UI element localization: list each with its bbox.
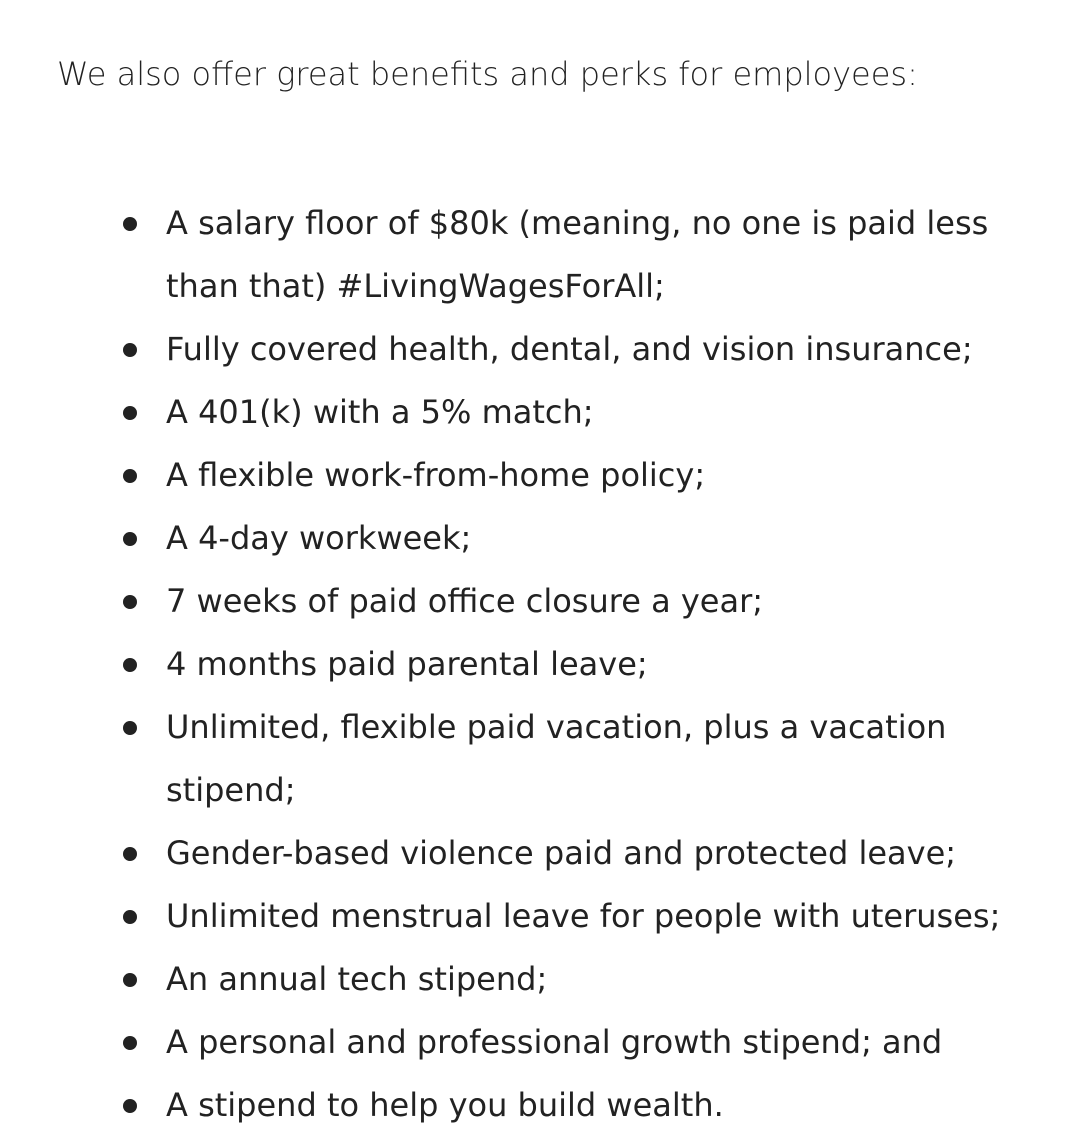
bullet-icon (123, 973, 137, 987)
benefit-text: 7 weeks of paid office closure a year; (166, 582, 764, 620)
bullet-icon (123, 721, 137, 735)
benefit-item (166, 1074, 1040, 1137)
intro-paragraph: We also offer great benefits and perks for employees: (57, 55, 918, 93)
bullet-icon (123, 406, 137, 420)
bullet-icon (123, 532, 137, 546)
benefit-item (166, 444, 1040, 507)
benefit-item (166, 822, 1040, 885)
bullet-icon (123, 469, 137, 483)
benefit-text: A flexible work-from-home policy; (166, 456, 706, 494)
benefit-text: Unlimited menstrual leave for people with uteruses; (166, 897, 1001, 935)
benefit-item (166, 507, 1040, 570)
benefit-text: 4 months paid parental leave; (166, 645, 648, 683)
benefit-text: Gender-based violence paid and protected leave; (166, 834, 957, 872)
bullet-icon (123, 1099, 137, 1113)
benefit-item (166, 318, 1040, 381)
bullet-icon (123, 658, 137, 672)
bullet-icon (123, 1036, 137, 1050)
benefit-item (166, 885, 1040, 948)
benefit-item (166, 1011, 1040, 1074)
benefit-text: Fully covered health, dental, and vision insurance; (166, 330, 973, 368)
benefit-text: A stipend to help you build wealth. (166, 1086, 724, 1124)
benefit-text: A 4-day workweek; (166, 519, 472, 557)
benefit-text: An annual tech stipend; (166, 960, 548, 998)
benefit-item (166, 381, 1040, 444)
benefit-item (166, 633, 1040, 696)
benefits-list (57, 192, 1040, 1137)
bullet-icon (123, 910, 137, 924)
benefit-text: A 401(k) with a 5% match; (166, 393, 594, 431)
benefit-item (166, 570, 1040, 633)
benefit-item (166, 696, 1040, 822)
bullet-icon (123, 595, 137, 609)
bullet-icon (123, 847, 137, 861)
bullet-icon (123, 217, 137, 231)
benefit-item (166, 948, 1040, 1011)
benefit-text: A personal and professional growth stipend; and (166, 1023, 943, 1061)
benefit-text: Unlimited, flexible paid vacation, plus a vacation stipend; (166, 708, 947, 809)
benefit-item (166, 192, 1040, 318)
benefit-text: A salary floor of $80k (meaning, no one is paid less than that) #LivingWagesForAll; (166, 204, 989, 305)
bullet-icon (123, 343, 137, 357)
